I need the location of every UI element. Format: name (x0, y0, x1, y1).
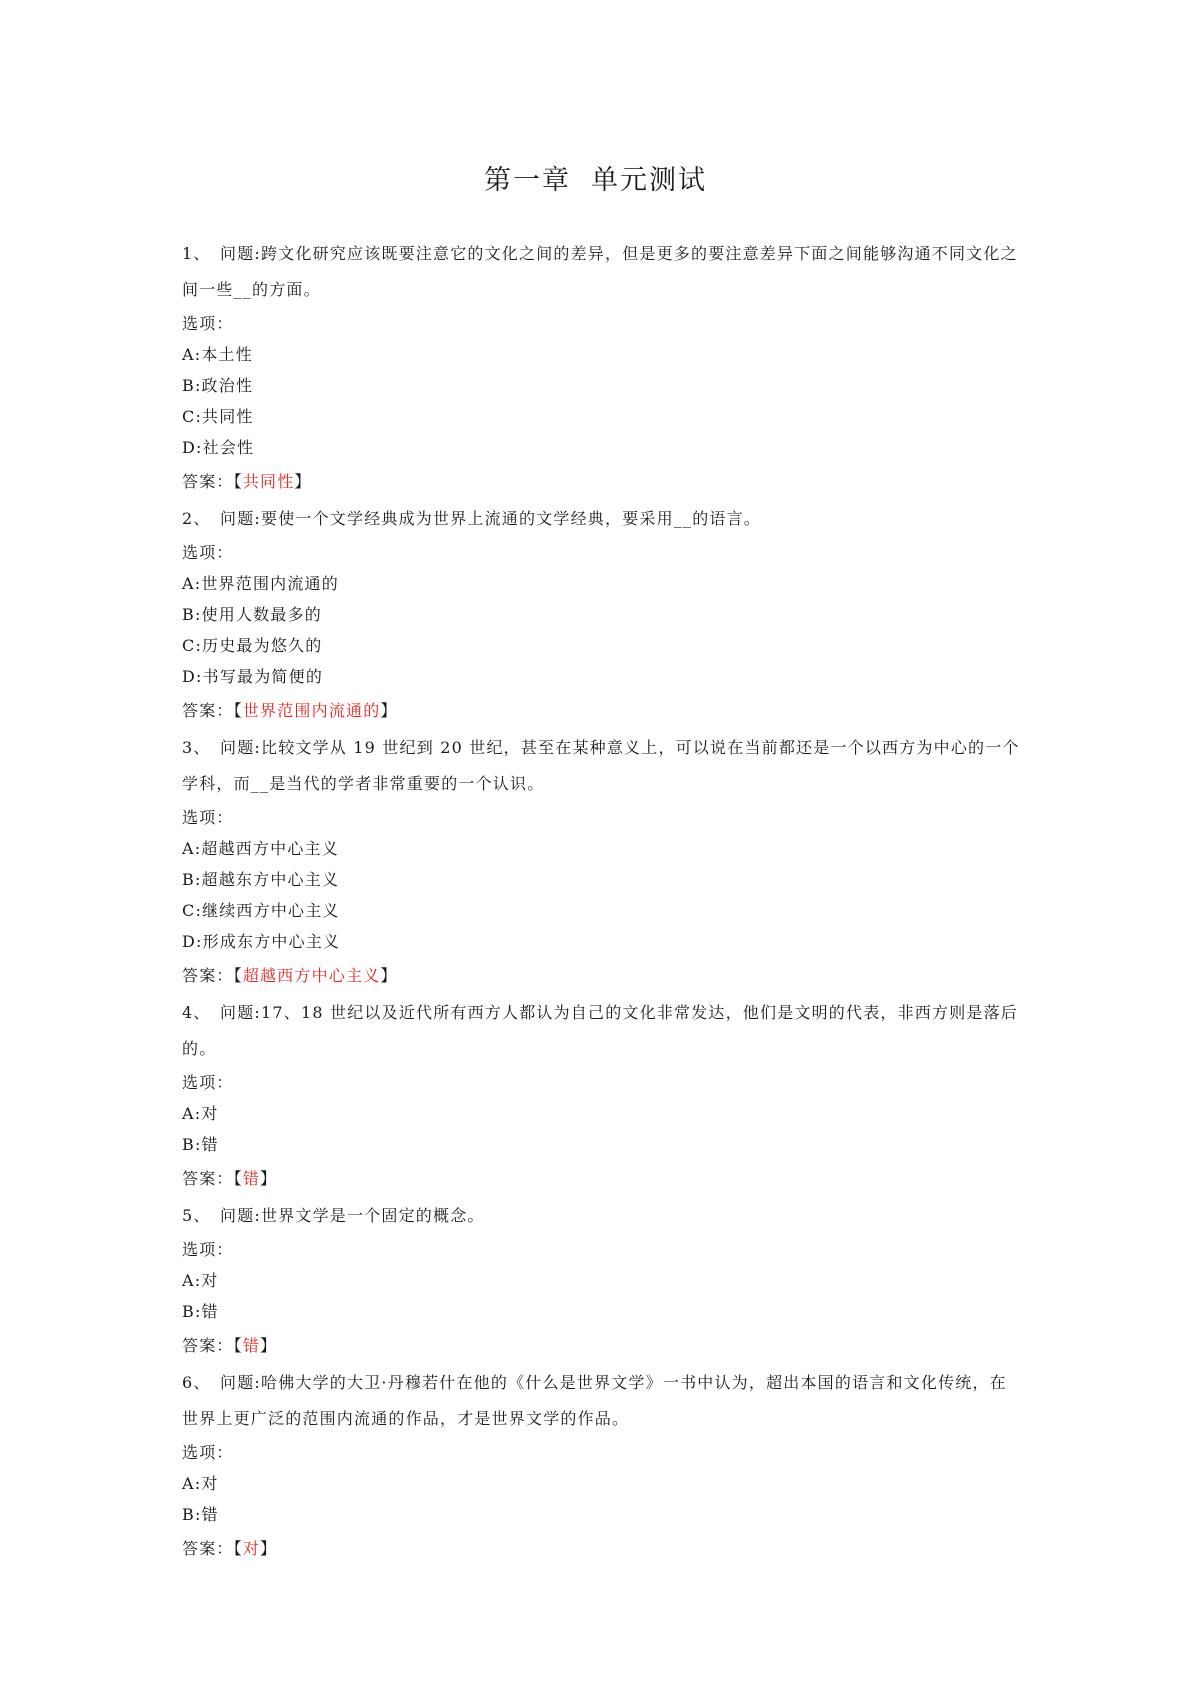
answer-line: 答案：【错】 (182, 1336, 278, 1355)
option-b: B:超越东方中心主义 (182, 870, 340, 889)
option-a: A:对 (182, 1271, 219, 1290)
question-number: 2、 (182, 509, 211, 528)
question-number: 1、 (182, 244, 211, 263)
answer-value: 世界范围内流通的 (242, 701, 381, 720)
answer-line: 答案：【错】 (182, 1169, 278, 1188)
question-6 (182, 1365, 1020, 1568)
question-number: 3、 (182, 738, 211, 757)
question-text: 3、 问题:比较文学从 19 世纪到 20 世纪，甚至在某种意义上，可以说在当前都还是一个以西方为中心的一个学科，而__是当代的学者非常重要的一个认识。 (182, 730, 1020, 802)
question-number: 4、 (182, 1003, 211, 1022)
option-b: B:错 (182, 1302, 219, 1321)
answer-line: 答案：【对】 (182, 1539, 278, 1558)
option-a: A:本土性 (182, 345, 253, 364)
option-d: D:书写最为简便的 (182, 667, 324, 686)
question-3 (182, 730, 1020, 995)
answer-line: 答案：【超越西方中心主义】 (182, 966, 398, 985)
option-c: C:历史最为悠久的 (182, 636, 323, 655)
question-text: 2、 问题:要使一个文学经典成为世界上流通的文学经典，要采用__的语言。 (182, 501, 1020, 537)
question-text: 4、 问题:17、18 世纪以及近代所有西方人都认为自己的文化非常发达，他们是文明的代表，非西方则是落后的。 (182, 995, 1020, 1067)
options-label: 选项： (182, 808, 234, 827)
question-text: 6、 问题:哈佛大学的大卫·丹穆若什在他的《什么是世界文学》一书中认为，超出本国的语言和文化传统，在世界上更广泛的范围内流通的作品，才是世界文学的作品。 (182, 1365, 1020, 1437)
question-1 (182, 236, 1020, 501)
option-a: A:对 (182, 1474, 219, 1493)
question-number: 5、 (182, 1206, 211, 1225)
question-4 (182, 995, 1020, 1198)
question-text: 1、 问题:跨文化研究应该既要注意它的文化之间的差异，但是更多的要注意差异下面之间能够沟通不同文化之间一些__的方面。 (182, 236, 1020, 308)
option-a: A:超越西方中心主义 (182, 839, 339, 858)
page-title (0, 158, 1191, 197)
answer-line: 答案：【共同性】 (182, 472, 312, 491)
option-a: A:对 (182, 1104, 219, 1123)
option-d: D:社会性 (182, 438, 255, 457)
answer-value: 错 (242, 1169, 261, 1188)
title-chapter: 第一章 (484, 165, 571, 196)
question-text: 5、 问题:世界文学是一个固定的概念。 (182, 1198, 1020, 1234)
options-label: 选项： (182, 1240, 234, 1259)
option-d: D:形成东方中心主义 (182, 932, 341, 951)
options-label: 选项： (182, 543, 234, 562)
answer-line: 答案：【世界范围内流通的】 (182, 701, 398, 720)
options-label: 选项： (182, 1443, 234, 1462)
option-a: A:世界范围内流通的 (182, 574, 339, 593)
option-b: B:错 (182, 1505, 219, 1524)
option-b: B:错 (182, 1135, 219, 1154)
answer-value: 超越西方中心主义 (242, 966, 381, 985)
option-b: B:政治性 (182, 376, 254, 395)
answer-value: 对 (242, 1539, 261, 1558)
option-c: C:继续西方中心主义 (182, 901, 340, 920)
answer-value: 错 (242, 1336, 261, 1355)
option-c: C:共同性 (182, 407, 254, 426)
question-list (182, 236, 1020, 1568)
option-b: B:使用人数最多的 (182, 605, 322, 624)
options-label: 选项： (182, 1073, 234, 1092)
question-2 (182, 501, 1020, 730)
title-subtitle: 单元测试 (591, 165, 707, 196)
options-label: 选项： (182, 314, 234, 333)
question-5 (182, 1198, 1020, 1365)
answer-value: 共同性 (242, 472, 295, 491)
question-number: 6、 (182, 1373, 211, 1392)
